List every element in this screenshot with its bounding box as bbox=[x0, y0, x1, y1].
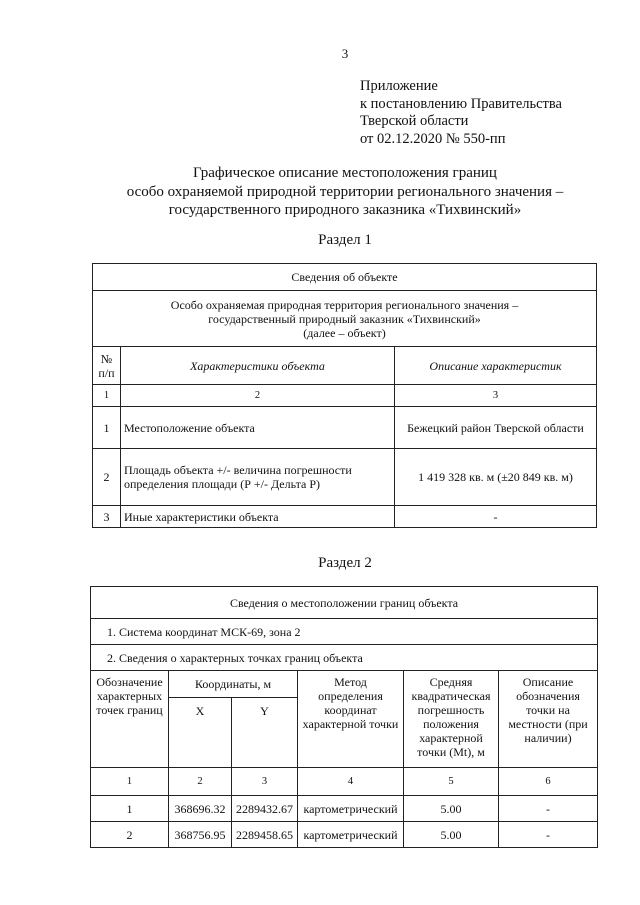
point-id: 2 bbox=[91, 822, 169, 848]
point-desc: - bbox=[499, 796, 598, 822]
col-header-description: Описание обозначения точки на местности (при наличии) bbox=[499, 671, 598, 768]
section1-heading: Раздел 1 bbox=[318, 232, 372, 248]
col-header-y: Y bbox=[232, 698, 298, 768]
point-mt: 5.00 bbox=[404, 822, 499, 848]
appendix-block bbox=[360, 78, 562, 148]
row-desc: Бежецкий район Тверской области bbox=[395, 407, 597, 449]
col-index: 3 bbox=[395, 385, 597, 407]
document-title bbox=[40, 164, 640, 220]
row-num: 3 bbox=[93, 506, 121, 528]
col-header-error: Средняя квадратическая погрешность положения характерной точки (Mt), м bbox=[404, 671, 499, 768]
object-name-cell bbox=[93, 291, 597, 347]
col-index: 2 bbox=[169, 768, 232, 796]
appendix-line: Тверской области bbox=[360, 113, 469, 129]
point-x: 368696.32 bbox=[169, 796, 232, 822]
points-header-row: 2. Сведения о характерных точках границ объекта bbox=[91, 645, 598, 671]
table-title: Сведения об объекте bbox=[93, 264, 597, 291]
coord-system-row: 1. Система координат МСК-69, зона 2 bbox=[91, 619, 598, 645]
point-id: 1 bbox=[91, 796, 169, 822]
row-num: 2 bbox=[93, 449, 121, 506]
title-line: государственного природного заказника «Тихвинский» bbox=[168, 202, 522, 218]
col-header-desc: Описание характеристик bbox=[395, 347, 597, 385]
point-desc: - bbox=[499, 822, 598, 848]
table-row bbox=[93, 506, 597, 528]
col-header-coords: Координаты, м bbox=[169, 671, 298, 698]
col-index: 5 bbox=[404, 768, 499, 796]
object-line: (далее – объект) bbox=[303, 325, 386, 340]
table-row bbox=[91, 796, 598, 822]
title-line: Графическое описание местоположения границ bbox=[193, 165, 497, 181]
section2-heading: Раздел 2 bbox=[318, 555, 372, 571]
col-index: 6 bbox=[499, 768, 598, 796]
row-char: Местоположение объекта bbox=[121, 407, 395, 449]
col-header-method: Метод определения координат характерной точки bbox=[298, 671, 404, 768]
point-method: картометрический bbox=[298, 796, 404, 822]
col-index: 4 bbox=[298, 768, 404, 796]
col-index: 1 bbox=[91, 768, 169, 796]
appendix-line: Приложение bbox=[360, 78, 438, 94]
table-row bbox=[93, 407, 597, 449]
title-line: особо охраняемой природной территории регионального значения – bbox=[126, 183, 564, 200]
col-header-designation: Обозначение характерных точек границ bbox=[91, 671, 169, 768]
appendix-line: к постановлению Правительства bbox=[360, 95, 562, 112]
point-x: 368756.95 bbox=[169, 822, 232, 848]
row-char: Иные характеристики объекта bbox=[121, 506, 395, 528]
row-desc: - bbox=[395, 506, 597, 528]
object-info-table bbox=[92, 263, 597, 528]
table-row bbox=[91, 822, 598, 848]
col-header-num: № п/п bbox=[93, 347, 121, 385]
page-number: 3 bbox=[341, 46, 349, 61]
table-row bbox=[93, 449, 597, 506]
row-num: 1 bbox=[93, 407, 121, 449]
col-index: 1 bbox=[93, 385, 121, 407]
table-title: Сведения о местоположении границ объекта bbox=[91, 587, 598, 619]
col-index: 2 bbox=[121, 385, 395, 407]
point-method: картометрический bbox=[298, 822, 404, 848]
point-y: 2289432.67 bbox=[232, 796, 298, 822]
object-line: государственный природный заказник «Тихвинский» bbox=[208, 311, 481, 326]
row-desc: 1 419 328 кв. м (±20 849 кв. м) bbox=[395, 449, 597, 506]
col-header-char: Характеристики объекта bbox=[121, 347, 395, 385]
point-mt: 5.00 bbox=[404, 796, 499, 822]
boundary-points-table bbox=[90, 586, 598, 848]
col-index: 3 bbox=[232, 768, 298, 796]
row-char: Площадь объекта +/- величина погрешности определения площади (Р +/- Дельта Р) bbox=[121, 449, 395, 506]
point-y: 2289458.65 bbox=[232, 822, 298, 848]
appendix-line: от 02.12.2020 № 550-пп bbox=[360, 130, 506, 147]
object-line: Особо охраняемая природная территория регионального значения – bbox=[170, 297, 519, 312]
col-header-x: X bbox=[169, 698, 232, 768]
